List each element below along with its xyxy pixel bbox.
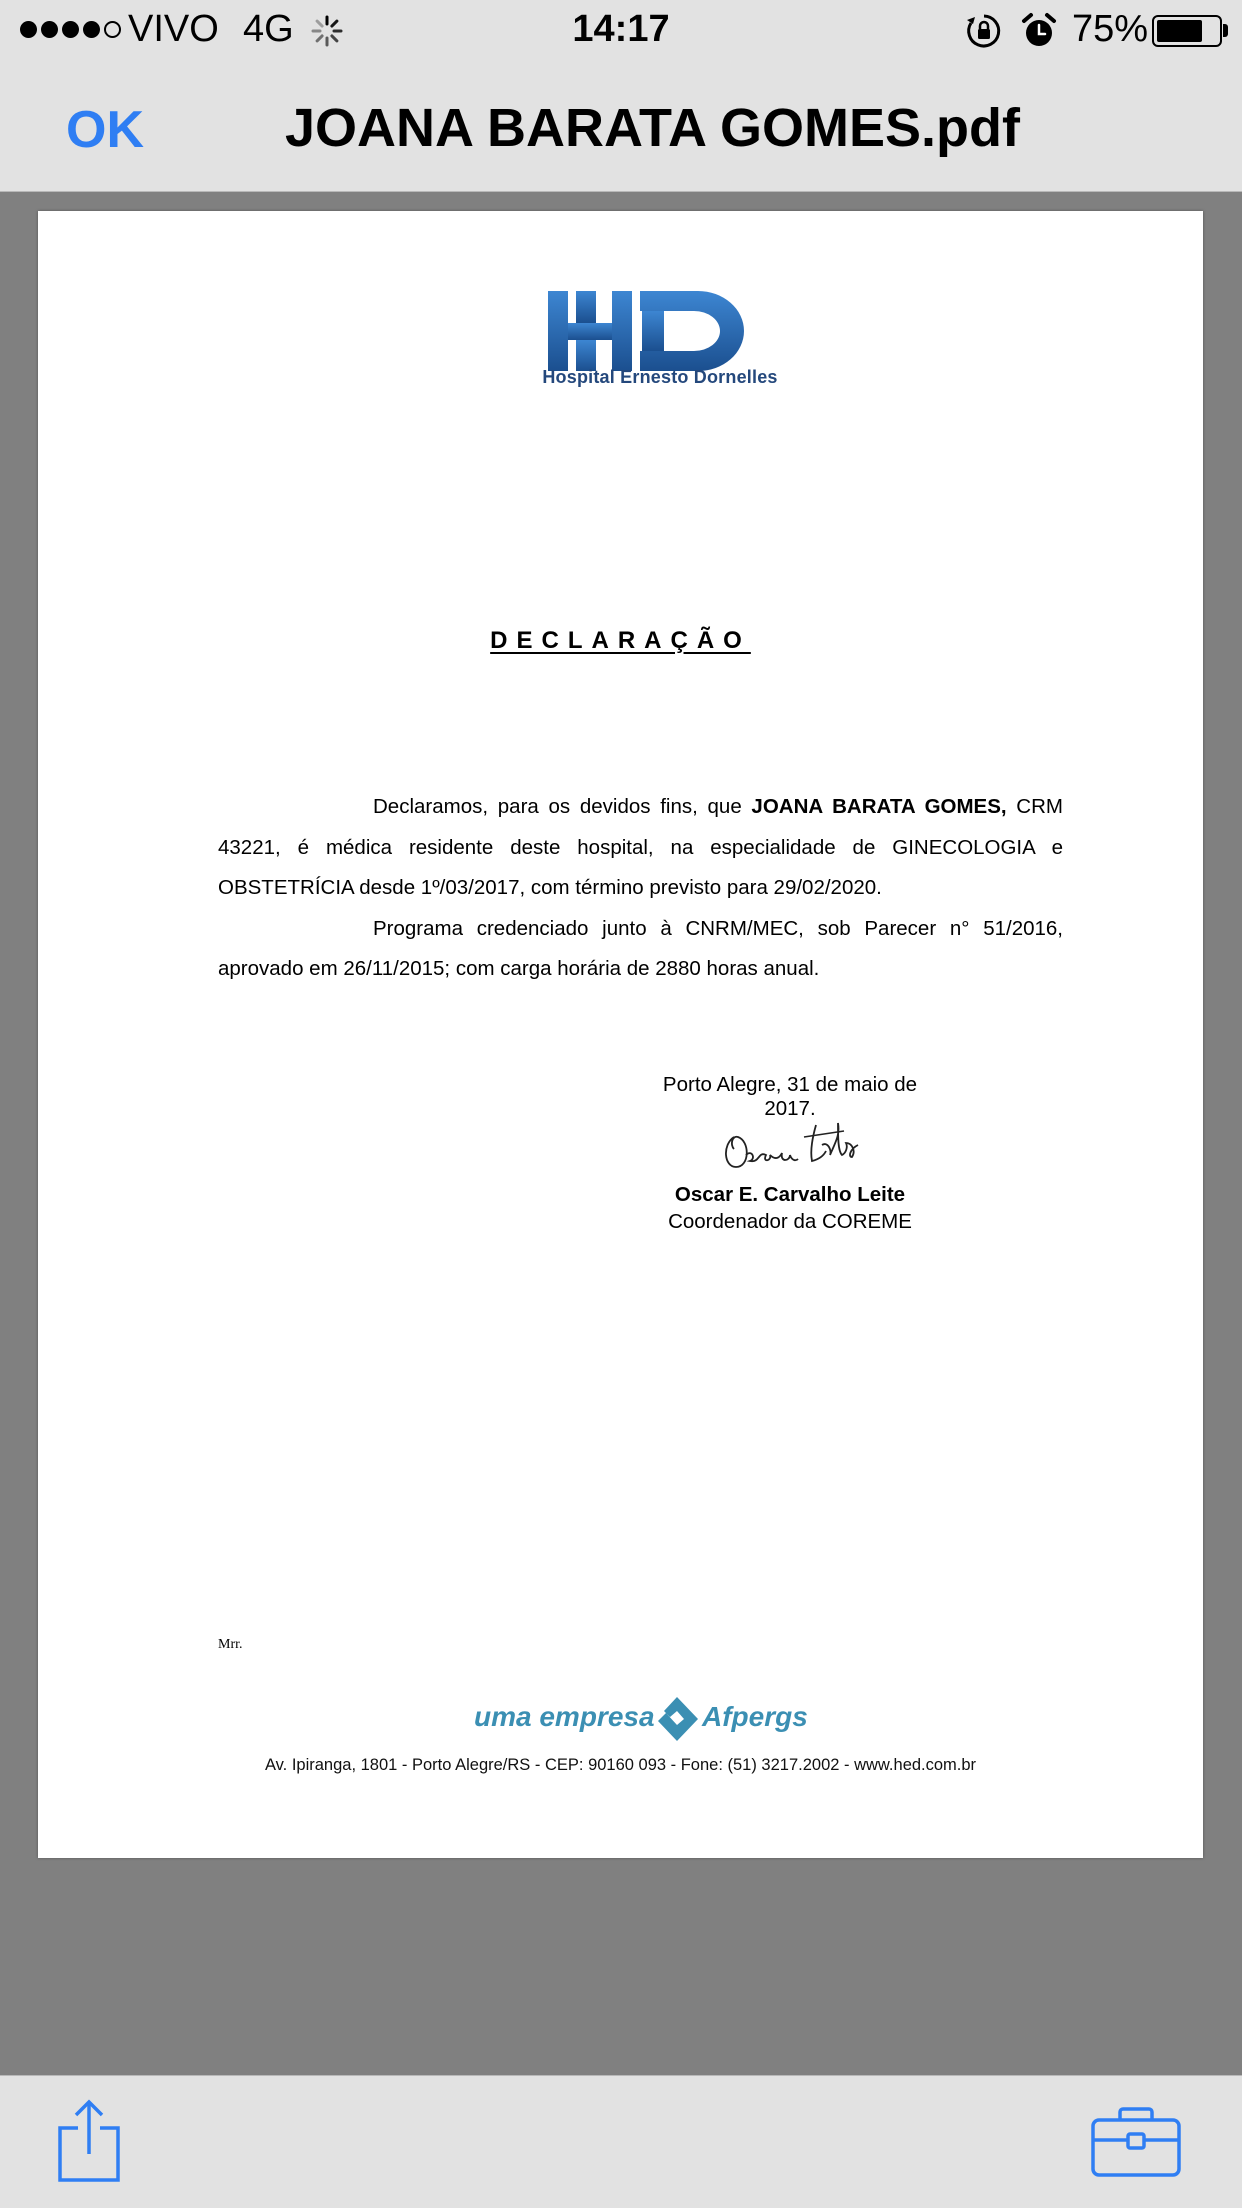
paragraph-2: Programa credenciado junto à CNRM/MEC, sob Parecer n° 51/2016, aprovado em 26/11/2015; com carga horária de 2880 horas anual. — [218, 916, 1063, 980]
navigation-bar — [0, 62, 1242, 192]
declaration-body — [218, 787, 1063, 990]
afpergs-diamond-icon — [654, 1695, 700, 1743]
battery-percentage: 75% — [1072, 8, 1149, 50]
clock-time: 14:17 — [572, 8, 670, 50]
status-bar — [0, 0, 1242, 62]
signer-name: Oscar E. Carvalho Leite — [674, 1183, 906, 1206]
battery-cap — [1223, 24, 1228, 37]
network-type: 4G — [243, 8, 294, 50]
handwritten-signature — [720, 1115, 870, 1177]
brand-prefix: uma empresa — [474, 1701, 655, 1732]
resident-name: JOANA BARATA GOMES, — [751, 795, 1007, 818]
place-date: Porto Alegre, 31 de maio de 2017. — [662, 1073, 918, 1120]
alarm-icon — [1020, 12, 1058, 50]
share-icon[interactable] — [56, 2098, 122, 2184]
bottom-toolbar — [0, 2075, 1242, 2208]
ok-button[interactable]: OK — [66, 101, 144, 159]
document-title: JOANA BARATA GOMES.pdf — [285, 98, 1020, 158]
typist-initials: Mrr. — [218, 1637, 243, 1652]
toolbox-icon[interactable] — [1090, 2106, 1182, 2178]
paragraph-1: Declaramos, para os devidos fins, que JOANA BARATA GOMES, CRM 43221, é médica residente deste hospital, na especialidade de GINECOLOGIA e OBSTETRÍCIA desde 1º/03/2017, com término previsto para 29/02/2020. — [218, 795, 1063, 899]
afpergs-brand — [474, 1695, 874, 1743]
logo-caption: Hospital Ernesto Dornelles — [542, 367, 778, 387]
signer-role: Coordenador da COREME — [668, 1210, 912, 1233]
carrier-name: VIVO — [128, 8, 219, 50]
brand-name: Afpergs — [702, 1701, 808, 1732]
pdf-page[interactable] — [38, 211, 1203, 1858]
battery-icon — [1152, 15, 1222, 47]
orientation-lock-icon — [965, 12, 1003, 50]
footer-address: Av. Ipiranga, 1801 - Porto Alegre/RS - CEP: 90160 093 - Fone: (51) 3217.2002 - www.hed.com.br — [264, 1756, 977, 1774]
document-heading: DECLARAÇÃO — [490, 627, 751, 654]
